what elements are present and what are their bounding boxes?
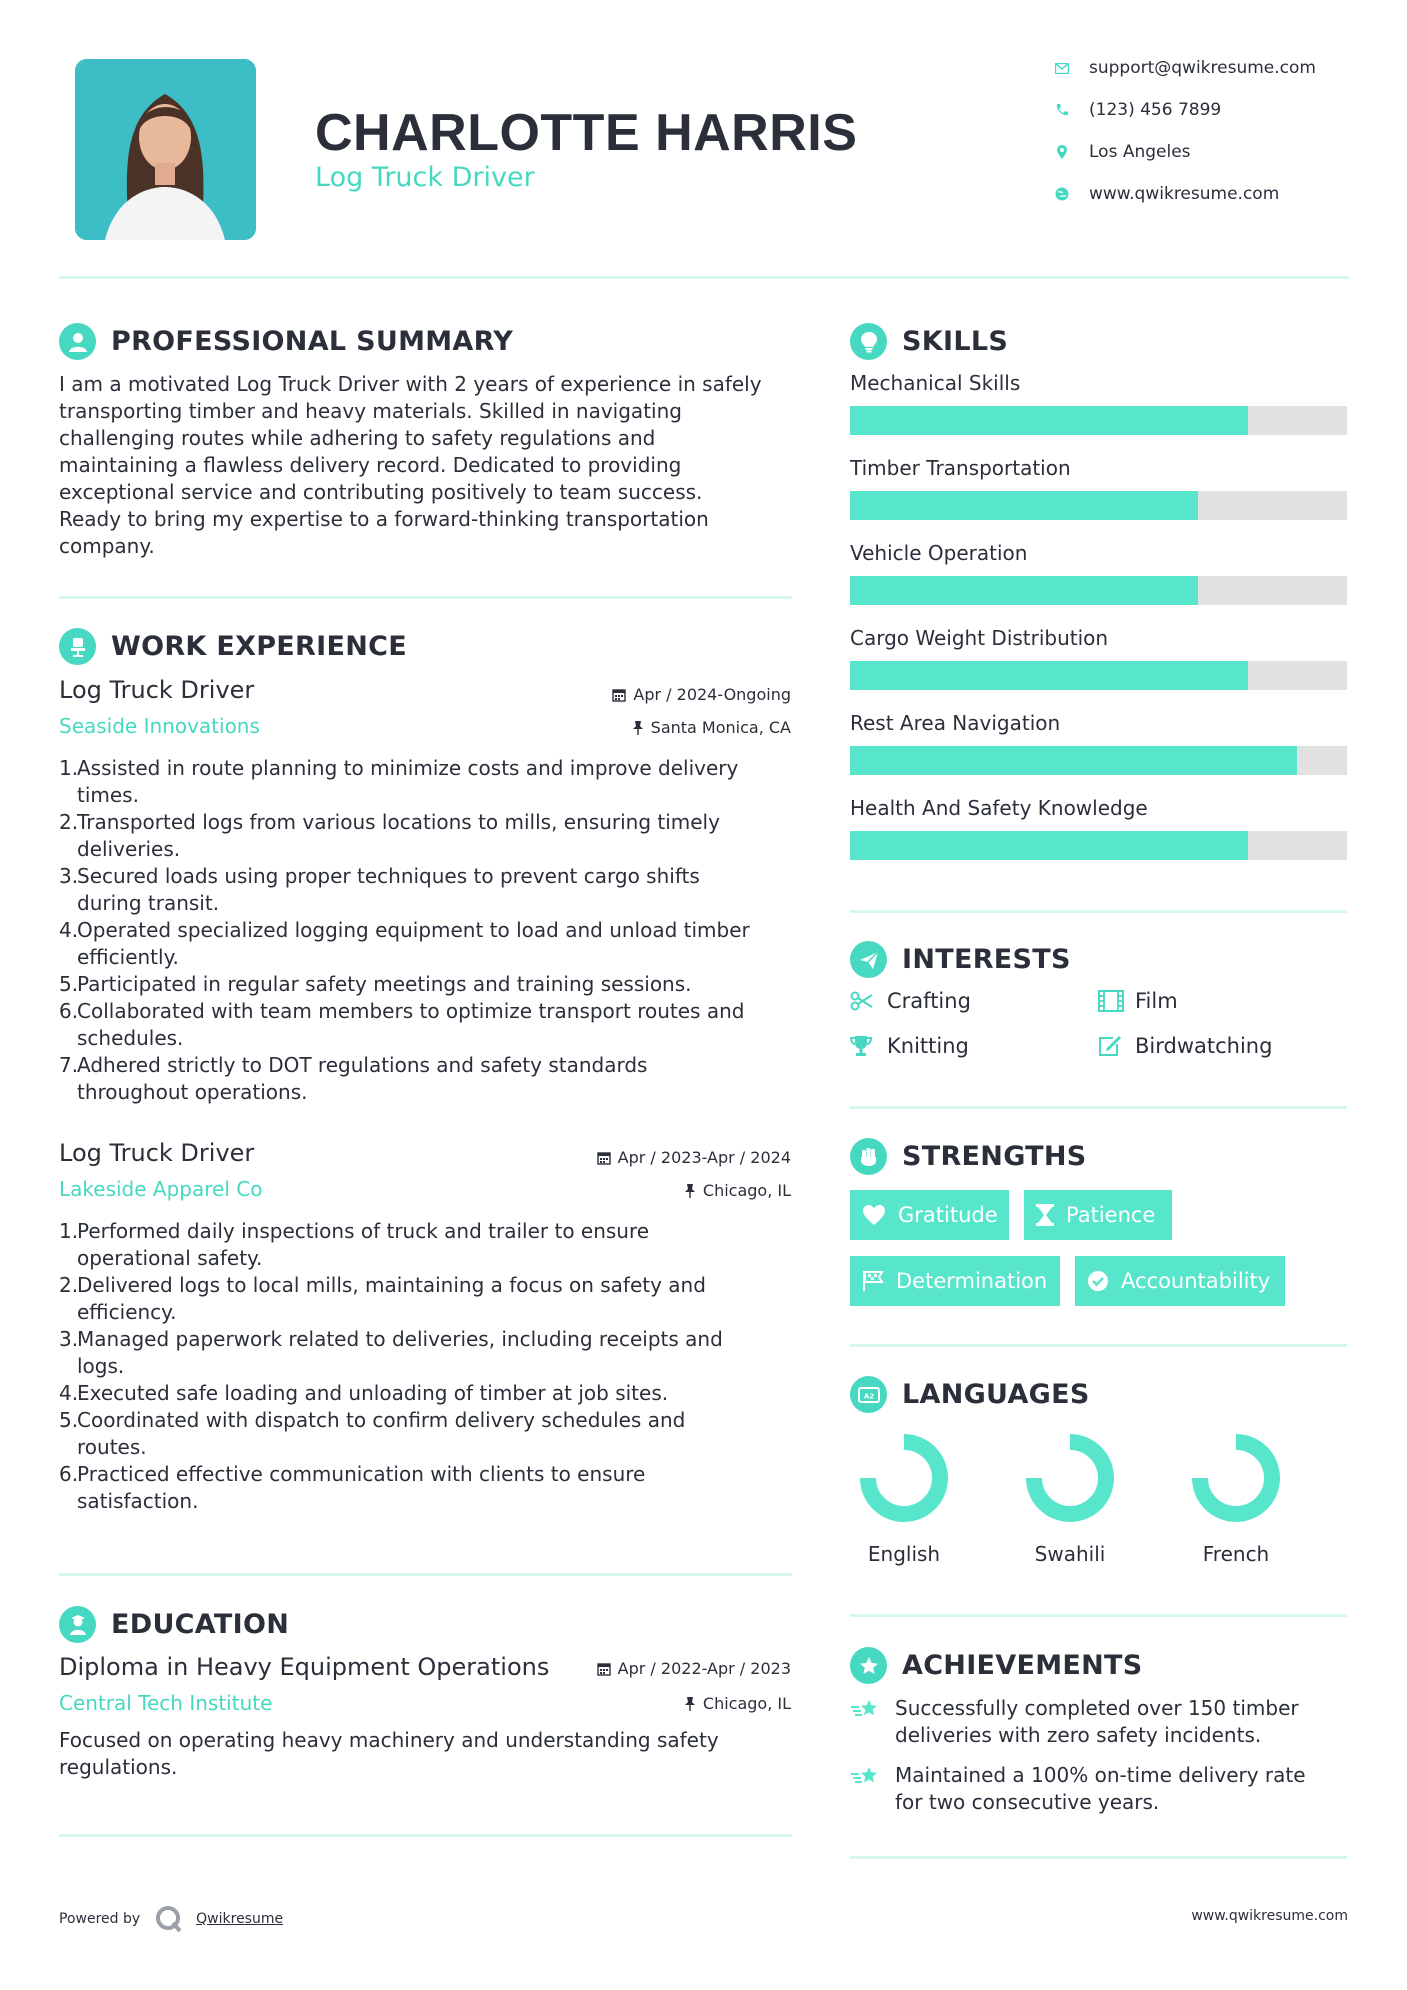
shooting-star-icon [850,1697,881,1728]
list-item: 5. Coordinated with dispatch to confirm delivery schedules and routes. [59,1408,686,1459]
skills-divider [850,910,1347,913]
achievements-title: ACHIEVEMENTS [902,1650,1143,1681]
strength-label: Accountability [1121,1269,1271,1293]
skills-heading [850,323,1008,360]
school-name: Central Tech Institute [59,1691,273,1715]
phone-text: (123) 456 7899 [1089,100,1222,120]
skill-item [850,796,1347,881]
company-name: Seaside Innovations [59,714,260,738]
graduate-icon [59,1606,96,1643]
contact-location [1055,142,1191,162]
lightbulb-icon [850,323,887,360]
check-circle-icon [1087,1270,1109,1292]
strengths-title: STRENGTHS [902,1141,1087,1172]
edit-icon [1098,1034,1124,1058]
strength-chip [1075,1256,1285,1306]
language-item [1010,1430,1130,1566]
candidate-name: CHARLOTTE HARRIS [315,104,858,162]
job-location [684,1181,791,1200]
experience-title: WORK EXPERIENCE [111,631,407,662]
summary-divider [59,596,792,599]
contact-phone[interactable] [1055,100,1221,120]
degree-title: Diploma in Heavy Equipment Operations [59,1653,550,1681]
skill-bar [850,661,1347,690]
shooting-star-icon [850,1764,881,1795]
job-title: Log Truck Driver [59,676,255,704]
strength-chip [1024,1190,1172,1240]
job-location [632,718,791,737]
skill-name: Vehicle Operation [850,541,1028,565]
hourglass-icon [1036,1204,1054,1226]
strength-label: Patience [1066,1203,1156,1227]
flag-icon [862,1270,884,1292]
footer-powered [59,1904,283,1934]
list-item: 4. Executed safe loading and unloading of timber at job sites. [59,1381,669,1405]
list-item: 3. Managed paperwork related to deliveries, including receipts and logs. [59,1327,723,1378]
pushpin-icon [632,720,644,735]
star-badge-icon [850,1647,887,1684]
location-text: Los Angeles [1089,142,1191,162]
chair-icon [59,628,96,665]
list-item: 1. Performed daily inspections of truck and trailer to ensure operational safety. [59,1219,650,1270]
summary-text [59,371,799,560]
interest-label: Film [1135,989,1178,1013]
skill-name: Health And Safety Knowledge [850,796,1148,820]
skill-item [850,456,1347,541]
summary-line: challenging routes while adhering to safety regulations and [59,426,656,450]
education-divider [59,1834,792,1837]
calendar-icon [597,1151,611,1165]
footer-website[interactable]: www.qwikresume.com [1191,1908,1348,1924]
skill-bar [850,831,1347,860]
achievement-item: Successfully completed over 150 timber deliveries with zero safety incidents. [850,1695,1347,1749]
list-item: 2. Delivered logs to local mills, maintaining a focus on safety and efficiency. [59,1273,706,1324]
experience-heading [59,628,407,665]
list-item: 2. Transported logs from various locations to mills, ensuring timely deliveries. [59,810,720,861]
id-card-icon [850,1376,887,1413]
list-item: 1. Assisted in route planning to minimize costs and improve delivery times. [59,756,739,807]
interests-divider [850,1106,1347,1109]
languages-title: LANGUAGES [902,1379,1090,1410]
summary-line: Ready to bring my expertise to a forward-thinking transportation [59,507,709,531]
languages-divider [850,1614,1347,1617]
skill-name: Timber Transportation [850,456,1071,480]
skill-name: Rest Area Navigation [850,711,1061,735]
education-heading [59,1606,289,1643]
skill-name: Cargo Weight Distribution [850,626,1109,650]
heart-icon [862,1204,886,1226]
language-progress-arc [1034,1442,1106,1514]
interest-label: Crafting [887,989,971,1013]
powered-by-text: Powered by [59,1911,141,1927]
fist-icon [850,1138,887,1175]
interests-title: INTERESTS [902,944,1071,975]
skill-name: Mechanical Skills [850,371,1021,395]
skill-item [850,371,1347,456]
language-progress-arc [1200,1442,1272,1514]
experience-divider [59,1573,792,1576]
skill-item [850,541,1347,626]
paper-plane-icon [850,941,887,978]
achievement-item: Maintained a 100% on-time delivery rate for two consecutive years. [850,1762,1347,1816]
interest-item [850,989,971,1013]
interests-heading [850,941,1071,978]
skills-list [850,371,1347,881]
svg-text:A2: A2 [863,1392,874,1400]
strengths-heading [850,1138,1087,1175]
summary-line: company. [59,534,155,558]
list-item: 5. Participated in regular safety meetings and training sessions. [59,972,692,996]
location-text: Chicago, IL [702,1181,791,1200]
brand-link[interactable]: Qwikresume [196,1911,284,1927]
skill-bar-fill [850,406,1248,435]
map-pin-icon [1055,145,1069,159]
scissors-icon [850,989,876,1013]
skill-item [850,711,1347,796]
list-item: 6. Collaborated with team members to optimize transport routes and schedules. [59,999,745,1050]
pushpin-icon [684,1183,696,1198]
contact-email[interactable] [1055,58,1316,78]
interest-label: Birdwatching [1135,1034,1273,1058]
qwikresume-logo-icon [154,1904,184,1934]
website-text: www.qwikresume.com [1089,184,1280,204]
language-item [844,1430,964,1566]
summary-line: I am a motivated Log Truck Driver with 2 years of experience in safely [59,372,762,396]
language-name: English [867,1542,941,1566]
summary-heading [59,323,513,360]
summary-title: PROFESSIONAL SUMMARY [111,326,514,357]
job-duties [59,1218,799,1515]
avatar [75,59,256,240]
skill-bar [850,491,1347,520]
list-item: 7. Adhered strictly to DOT regulations and safety standards throughout operations. [59,1053,648,1104]
skill-item [850,626,1347,711]
calendar-icon [612,688,626,702]
strength-label: Gratitude [898,1203,998,1227]
globe-icon [1055,187,1069,201]
header-divider [59,276,1349,279]
language-progress-ring [1022,1430,1118,1526]
envelope-icon [1055,61,1069,75]
interest-label: Knitting [887,1034,969,1058]
skill-bar [850,576,1347,605]
language-item [1176,1430,1296,1566]
strength-chip [850,1190,1009,1240]
user-icon [59,323,96,360]
languages-heading [850,1376,1090,1413]
summary-line: exceptional service and contributing positively to team success. [59,480,703,504]
summary-line: maintaining a flawless delivery record. Dedicated to providing [59,453,682,477]
dates-text: Apr / 2024-Ongoing [633,685,791,704]
list-item: 3. Secured loads using proper techniques to prevent cargo shifts during transit. [59,864,700,915]
job-dates [597,1148,791,1167]
dates-text: Apr / 2023-Apr / 2024 [617,1148,791,1167]
skill-bar-fill [850,491,1198,520]
film-icon [1098,989,1124,1013]
location-text: Santa Monica, CA [650,718,791,737]
language-progress-arc [868,1442,940,1514]
summary-line: transporting timber and heavy materials. Skilled in navigating [59,399,682,423]
job-duties [59,755,799,1106]
interest-item [850,1034,969,1058]
skill-bar-fill [850,831,1248,860]
language-name: French [1202,1542,1270,1566]
achievements-heading [850,1647,1143,1684]
achievements-divider [850,1856,1347,1859]
profile-photo [75,59,256,240]
list-item: 6. Practiced effective communication with clients to ensure satisfaction. [59,1462,646,1513]
strengths-divider [850,1344,1347,1347]
phone-icon [1055,103,1069,117]
company-name: Lakeside Apparel Co [59,1177,263,1201]
contact-website[interactable] [1055,184,1279,204]
strength-chip [850,1256,1060,1306]
job-dates [612,685,791,704]
language-name: Swahili [1034,1542,1106,1566]
skill-bar-fill [850,576,1198,605]
skill-bar [850,746,1347,775]
language-progress-ring [856,1430,952,1526]
skills-title: SKILLS [902,326,1009,357]
skill-bar [850,406,1347,435]
location-text: Chicago, IL [702,1694,791,1713]
language-progress-ring [1188,1430,1284,1526]
list-item: 4. Operated specialized logging equipment to load and unload timber efficiently. [59,918,750,969]
dates-text: Apr / 2022-Apr / 2023 [617,1659,791,1678]
strength-label: Determination [896,1269,1048,1293]
skill-bar-fill [850,746,1297,775]
skill-bar-fill [850,661,1248,690]
calendar-icon [597,1662,611,1676]
education-title: EDUCATION [111,1609,290,1640]
email-text: support@qwikresume.com [1089,58,1316,78]
education-dates [597,1659,791,1678]
job-title: Log Truck Driver [59,1139,255,1167]
candidate-role: Log Truck Driver [315,162,535,193]
pushpin-icon [684,1696,696,1711]
interest-item [1098,1034,1272,1058]
trophy-icon [850,1034,876,1058]
interest-item [1098,989,1178,1013]
education-location [684,1694,791,1713]
education-description: Focused on operating heavy machinery and understanding safety regulations. [59,1728,719,1779]
